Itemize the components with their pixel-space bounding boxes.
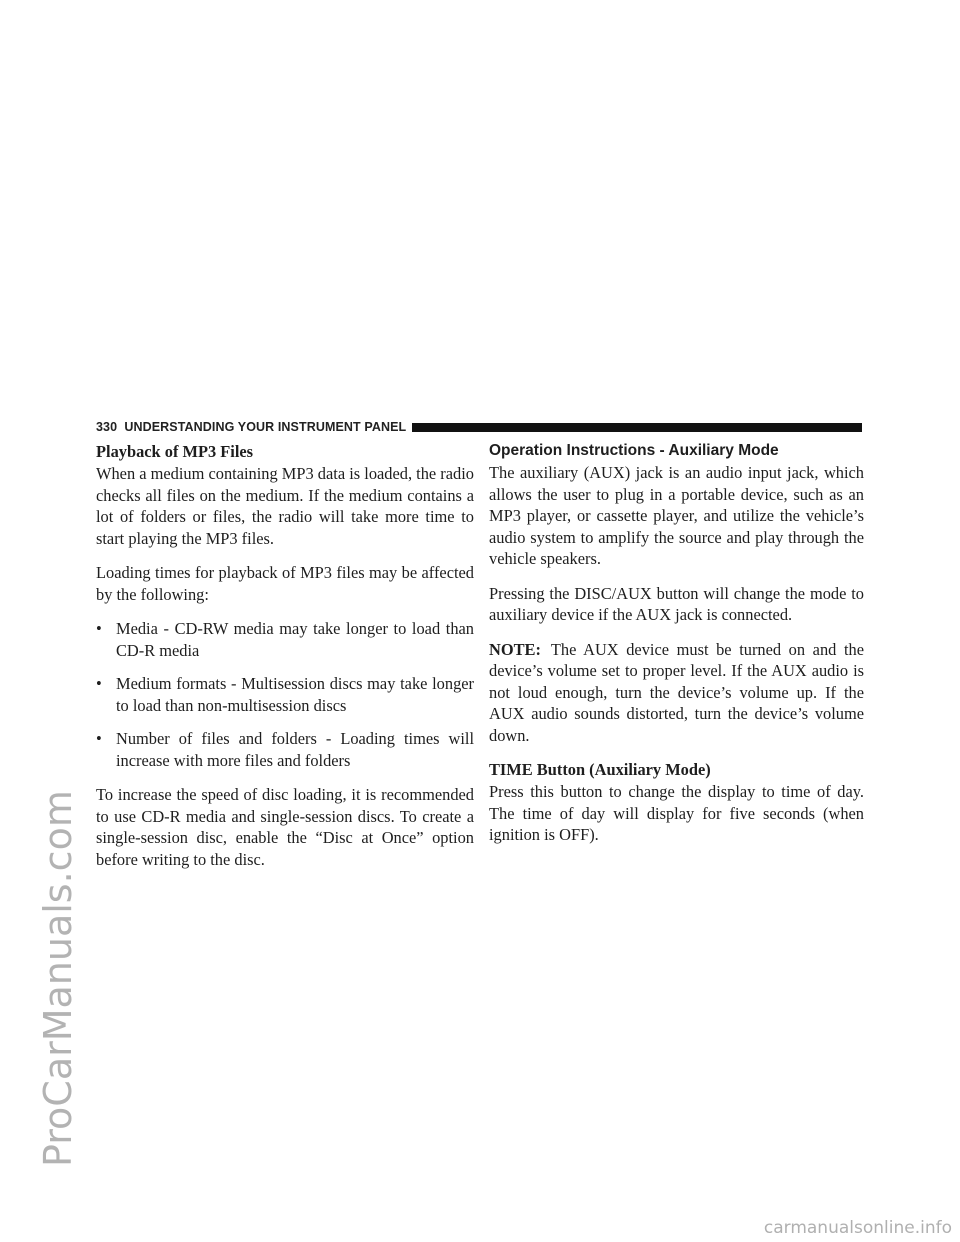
footer-watermark: carmanualsonline.info: [763, 1218, 952, 1238]
side-watermark: ProCarManuals.com: [36, 790, 80, 1167]
list-item: [96, 728, 474, 771]
header-rule: [412, 423, 862, 432]
bullet-icon: •: [96, 619, 102, 638]
note-paragraph: [489, 639, 864, 747]
list-item-text: Medium formats - Multisession discs may take longer to load than non-multisession discs: [116, 674, 474, 715]
section-title: UNDERSTANDING YOUR INSTRUMENT PANEL: [124, 420, 407, 434]
note-label: NOTE:: [489, 639, 541, 659]
speed-paragraph: To increase the speed of disc loading, it is recommended to use CD-R media and single-session discs. To create a single-session disc, enable the “Disc at Once” option before writing to the disc.: [96, 785, 474, 869]
aux-paragraph: The auxiliary (AUX) jack is an audio input jack, which allows the user to plug in a portable device, such as an MP3 player, or cassette player, and utilize the vehicle’s audio system to amplify the source and play through the vehicle speakers.: [489, 463, 864, 568]
list-item-text: Media - CD-RW media may take longer to load than CD-R media: [116, 619, 474, 660]
list-item: [96, 673, 474, 716]
mp3-paragraph: When a medium containing MP3 data is loaded, the radio checks all files on the medium. If the medium contains a lot of folders or files, the radio will take more time to start playing the MP3 files.: [96, 464, 474, 548]
note-text: The AUX device must be turned on and the device’s volume set to proper level. If the AUX audio is not loud enough, turn the device’s volume up. If the AUX audio sounds distorted, turn the device’s volume down.: [489, 639, 864, 745]
list-item-text: Number of files and folders - Loading times will increase with more files and folders: [116, 729, 474, 770]
time-paragraph: Press this button to change the display to time of day. The time of day will display for five seconds (when ignition is OFF).: [489, 782, 864, 844]
mp3-heading: Playback of MP3 Files: [96, 442, 254, 461]
page-header-text: [96, 420, 406, 434]
bullet-icon: •: [96, 674, 102, 693]
disc-aux-paragraph: Pressing the DISC/AUX button will change the mode to auxiliary device if the AUX jack is connected.: [489, 583, 864, 624]
aux-heading: Operation Instructions - Auxiliary Mode: [489, 442, 779, 459]
list-item: [96, 618, 474, 661]
left-column: [96, 441, 474, 883]
time-heading: TIME Button (Auxiliary Mode): [489, 760, 711, 779]
page-number: 330: [96, 420, 118, 434]
page-header: [96, 419, 862, 435]
bullet-icon: •: [96, 729, 102, 748]
loading-factors-list: [96, 618, 474, 771]
loading-intro: Loading times for playback of MP3 files may be affected by the following:: [96, 563, 474, 604]
right-column: [489, 441, 864, 859]
